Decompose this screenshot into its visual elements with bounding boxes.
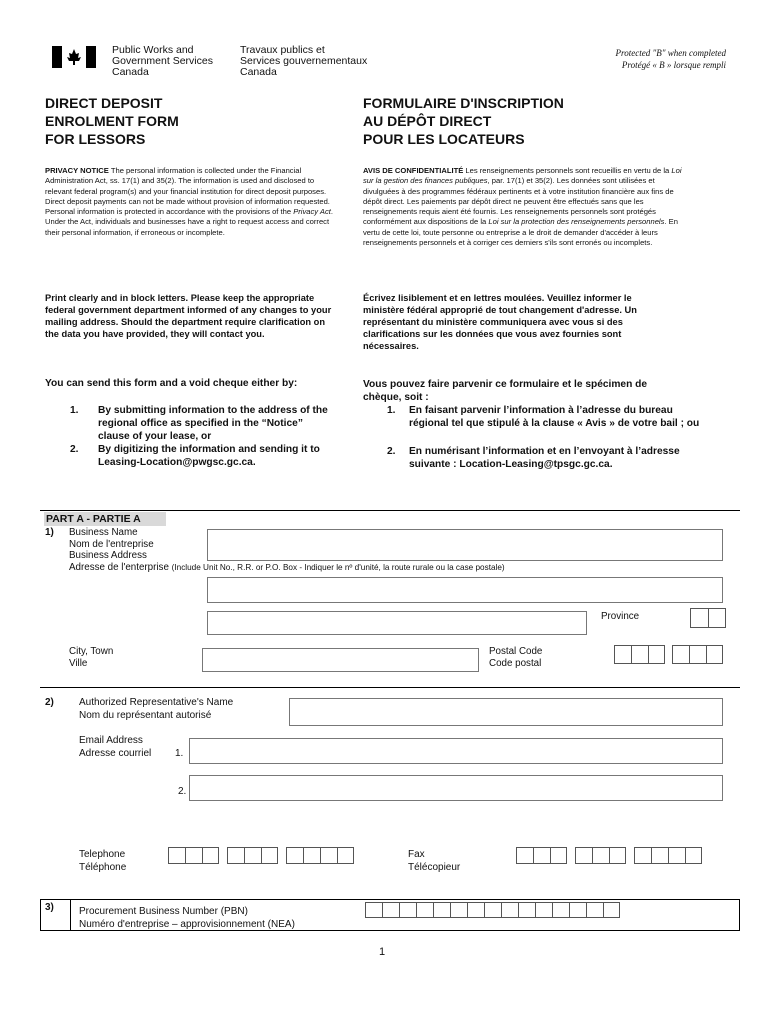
city-field[interactable] xyxy=(202,648,479,672)
send-item1-fr: En faisant parvenir l’information à l’adresse du bureau régional tel que stipulé à la clause « Avis » de votre bail ; ou xyxy=(409,405,700,429)
telephone-area-cells[interactable] xyxy=(168,847,219,864)
send-intro-en: You can send this form and a void cheque either by: xyxy=(45,378,298,389)
section-2-divider xyxy=(40,687,740,688)
pbn-cells[interactable] xyxy=(365,902,620,918)
fax-label: Fax Télécopieur xyxy=(408,849,461,873)
send-item1-num-fr: 1. xyxy=(387,405,396,416)
postal-code-label: Postal Code Code postal xyxy=(489,646,543,669)
section-1-number: 1) xyxy=(45,527,54,538)
part-a-divider xyxy=(40,510,740,511)
send-intro-fr: Vous pouvez faire parvenir ce formulaire et le spécimen de chèque, soit : xyxy=(363,379,648,403)
province-cells[interactable] xyxy=(690,608,726,628)
canada-flag-icon xyxy=(52,46,96,68)
postal-code-cells-2[interactable] xyxy=(672,645,723,664)
business-address-field-2[interactable] xyxy=(207,611,587,635)
privacy-notice-en: PRIVACY NOTICE The personal information is collected under the Financial Administration Act, ss. 17(1) and 35(2). The information is used and disclosed to relevant federal program(s) and your financial institution for direct deposit purposes. Direct deposit payments can not be made without provision of information requested. Personal information is protected in accordance with the provisions of the Privacy Act. Under the Act, individuals and businesses have a right to request access and correct their personal information, if erroneous or incomplete. xyxy=(45,166,334,237)
telephone-line-cells[interactable] xyxy=(286,847,354,864)
postal-code-cells-1[interactable] xyxy=(614,645,665,664)
send-item1-en: By submitting information to the address of the regional office as specified in the “Notice” clause of your lease, or xyxy=(98,405,328,442)
pbn-label: Procurement Business Number (PBN) Numéro d'entreprise – approvisionnement (NEA) xyxy=(79,906,295,930)
form-title-fr: FORMULAIRE D'INSCRIPTION AU DÉPÔT DIRECT POUR LES LOCATEURS xyxy=(363,95,564,147)
email-2-label: 2. xyxy=(178,786,187,797)
page-number: 1 xyxy=(379,946,386,958)
send-item2-fr: En numérisant l’information et en l’envoyant à l’adresse suivante : Location-Leasing@tpsgc.gc.ca. xyxy=(409,446,680,470)
send-item1-num-en: 1. xyxy=(70,405,79,416)
city-label: City, Town Ville xyxy=(69,646,114,669)
fax-prefix-cells[interactable] xyxy=(575,847,626,864)
section-2-number: 2) xyxy=(45,697,54,708)
instructions-en: Print clearly and in block letters. Please keep the appropriate federal government department informed of any changes to your mailing address. Should the department require clarification on the data you have provided, they will contact you. xyxy=(45,293,332,339)
fax-line-cells[interactable] xyxy=(634,847,702,864)
business-name-field[interactable] xyxy=(207,529,723,561)
dept-name-en: Public Works and Government Services Canada xyxy=(112,44,213,78)
send-item2-en: By digitizing the information and sending it to Leasing-Location@pwgsc.gc.ca. xyxy=(98,444,320,468)
telephone-label: Telephone Téléphone xyxy=(79,849,127,873)
section-3-number: 3) xyxy=(45,902,54,913)
telephone-prefix-cells[interactable] xyxy=(227,847,278,864)
section-3-number-divider xyxy=(70,899,71,931)
representative-field[interactable] xyxy=(289,698,723,726)
email-label: Email Address Adresse courriel xyxy=(79,735,152,759)
business-name-label: Business Name Nom de l'entreprise Business Address xyxy=(69,527,154,561)
privacy-notice-fr: AVIS DE CONFIDENTIALITÉ Les renseignements personnels sont recueillis en vertu de la Loi sur la gestion des finances publiques, par. 17(1) et 35(2). Les données sont utilisées et divulguées à des programmes fédéraux pertinents et à votre institution financière aux fins de dépôt direct. Les paiements par dépôt direct ne peuvent être effectués sans que les renseignements requis aient été fournis. Les renseignements personnels sont protégés conformément aux dispositions de la Loi sur la protection des renseignements personnels. En vertu de cette loi, toute personne ou entreprise a le droit de demander d'accéder à leurs renseignements personnels et à corriger ces derniers s'ils sont erronés ou incomplets. xyxy=(363,166,682,248)
representative-label: Authorized Representative's Name Nom du représentant autorisé xyxy=(79,697,234,721)
part-a-heading: PART A - PARTIE A xyxy=(44,512,166,526)
instructions-fr: Écrivez lisiblement et en lettres moulées. Veuillez informer le ministère fédéral approprié de tout changement d'adresse. Un représentant du ministère communiquera avec vous si des clarifications sur les données que vous avez fournies sont nécessaires. xyxy=(363,293,637,351)
fax-area-cells[interactable] xyxy=(516,847,567,864)
email-field-1[interactable] xyxy=(189,738,723,764)
business-address-label: Adresse de l'enterprise (Include Unit No., R.R. or P.O. Box - Indiquer le nº d'unité, la route rurale ou la case postale) xyxy=(69,562,505,573)
email-field-2[interactable] xyxy=(189,775,723,801)
protected-notice: Protected "B" when completed Protégé « B » lorsque rempli xyxy=(615,48,726,70)
dept-name-fr: Travaux publics et Services gouvernementaux Canada xyxy=(240,44,368,78)
form-title-en: DIRECT DEPOSIT ENROLMENT FORM FOR LESSORS xyxy=(45,95,179,147)
email-1-label: 1. xyxy=(175,748,184,759)
send-item2-num-fr: 2. xyxy=(387,446,396,457)
business-address-field-1[interactable] xyxy=(207,577,723,603)
province-label: Province xyxy=(601,611,640,622)
send-item2-num-en: 2. xyxy=(70,444,79,455)
